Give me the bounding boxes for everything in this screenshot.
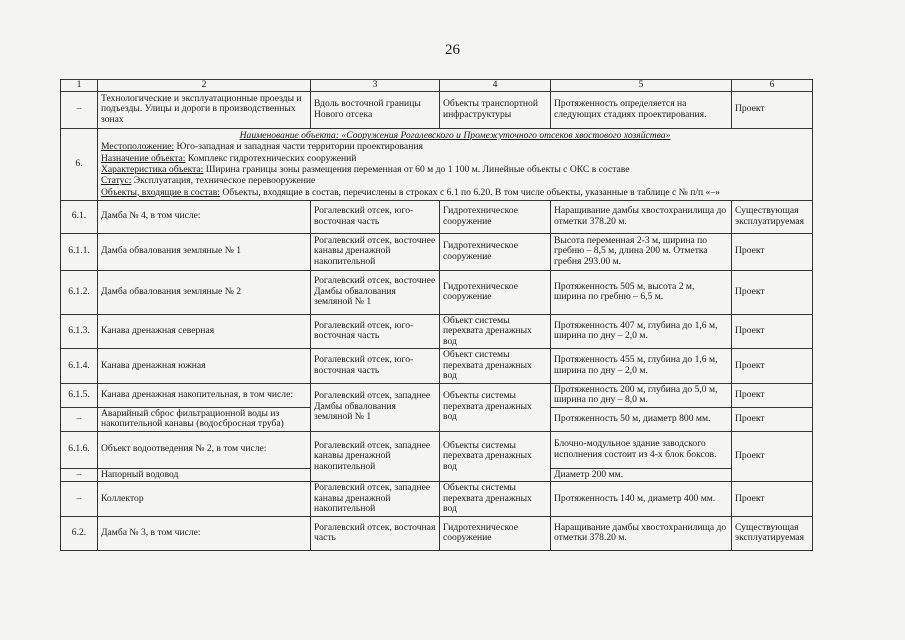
table-row [61,516,813,550]
object-status: Существующая эксплуатируемая [732,200,813,233]
object-block-row [61,128,813,200]
col-header: 1 [61,80,98,92]
object-type: Объект системы перехвата дренажных вод [440,314,551,349]
object-status: Проект [732,407,813,431]
object-name: Технологические и эксплуатационные проезды и подъезды. Улицы и дороги в производственных зонах [98,91,311,128]
row-number: 6.1. [61,200,98,233]
table-row [61,200,813,233]
object-name: Дамба обвалования земляные № 2 [98,270,311,314]
object-location: Рогалевский отсек, западнее Дамбы обвалования земляной № 1 [311,383,440,431]
row-number: – [61,91,98,128]
object-status: Существующая эксплуатируемая [732,516,813,550]
object-name: Канава дренажная северная [98,314,311,349]
table-row [61,349,813,384]
object-name: Коллектор [98,482,311,517]
object-name: Канава дренажная накопительная, в том числе: [98,383,311,407]
object-location: Рогалевский отсек, западнее канавы дренажной накопительной [311,431,440,482]
object-type: Объекты транспортной инфраструктуры [440,91,551,128]
object-characteristics: Наращивание дамбы хвостохранилища до отметки 378.20 м. [551,200,732,233]
col-header: 2 [98,80,311,92]
object-characteristics: Высота переменная 2-3 м, ширина по гребню – 8,5 м, длина 200 м. Отметка гребня 293.00 м. [551,233,732,270]
object-name: Канава дренажная южная [98,349,311,384]
object-characteristics: Протяженность 140 м, диаметр 400 мм. [551,482,732,517]
page-number: 26 [445,42,460,58]
object-characteristics: Протяженность 200 м, глубина до 5,0 м, ширина по дну – 8,0 м. [551,383,732,407]
block-line: Назначение объекта: Комплекс гидротехнических сооружений [101,152,357,164]
object-characteristics: Протяженность 50 м, диаметр 800 мм. [551,407,732,431]
object-block [98,128,813,200]
block-line: Статус: Эксплуатация, техническое перевооружение [101,175,316,187]
object-name: Объект водоотведения № 2, в том числе: [98,431,311,468]
col-header: 5 [551,80,732,92]
row-number: 6. [61,128,98,200]
object-characteristics: Диаметр 200 мм. [551,468,732,482]
object-location: Рогалевский отсек, юго-восточная часть [311,349,440,384]
object-characteristics: Протяженность 455 м, глубина до 1,6 м, ширина по дну – 2,0 м. [551,349,732,384]
object-type: Объекты системы перехвата дренажных вод [440,482,551,517]
row-number: 6.2. [61,516,98,550]
object-status: Проект [732,482,813,517]
object-name: Напорный водовод [98,468,311,482]
table-row [61,91,813,128]
table-row [61,314,813,349]
row-number: 6.1.4. [61,349,98,384]
table-row [61,482,813,517]
object-location: Рогалевский отсек, западнее канавы дренажной накопительной [311,482,440,517]
block-line: Объекты, входящие в состав: Объекты, входящие в состав, перечислены в строках с 6.1 по 6.20. В том числе объекты, указанные в таблице с № п/п «–» [101,186,720,198]
object-name: Аварийный сброс фильтрационной воды из накопительной канавы (водосбросная труба) [98,407,311,431]
table-row [61,270,813,314]
row-number: 6.1.3. [61,314,98,349]
object-status: Проект [732,270,813,314]
object-type: Объекты системы перехвата дренажных вод [440,431,551,482]
col-header: 4 [440,80,551,92]
table-row [61,383,813,407]
object-status: Проект [732,383,813,407]
row-number: – [61,468,98,482]
object-type: Объект системы перехвата дренажных вод [440,349,551,384]
object-name: Дамба обвалования земляные № 1 [98,233,311,270]
object-title: Наименование объекта: «Сооружения Рогалевского и Промежуточного отсеков хвостового хозяйства» [239,129,671,141]
object-location: Вдоль восточной границы Нового отсека [311,91,440,128]
col-header: 3 [311,80,440,92]
table-row [61,431,813,468]
block-line: Местоположение: Юго-западная и западная части территории проектирования [101,141,423,153]
object-status: Проект [732,233,813,270]
row-number: 6.1.1. [61,233,98,270]
object-location: Рогалевский отсек, юго-восточная часть [311,314,440,349]
col-header: 6 [732,80,813,92]
object-location: Рогалевский отсек, юго-восточная часть [311,200,440,233]
table-row [61,233,813,270]
object-type: Гидротехническое сооружение [440,516,551,550]
object-location: Рогалевский отсек, восточнее Дамбы обвалования земляной № 1 [311,270,440,314]
header-row [61,80,813,92]
object-status: Проект [732,431,813,482]
object-characteristics: Наращивание дамбы хвостохранилища до отметки 378.20 м. [551,516,732,550]
object-name: Дамба № 4, в том числе: [98,200,311,233]
object-type: Гидротехническое сооружение [440,200,551,233]
row-number: – [61,482,98,517]
objects-table [60,79,813,551]
object-characteristics: Протяженность определяется на следующих стадиях проектирования. [551,91,732,128]
row-number: 6.1.2. [61,270,98,314]
block-line: Характеристика объекта: Ширина границы зоны размещения переменная от 60 м до 1 100 м. Линейные объекты с ОКС в составе [101,164,630,175]
object-location: Рогалевский отсек, восточнее канавы дренажной накопительной [311,233,440,270]
object-name: Дамба № 3, в том числе: [98,516,311,550]
object-status: Проект [732,91,813,128]
row-number: 6.1.6. [61,431,98,468]
object-characteristics: Блочно-модульное здание заводского исполнения состоит из 4-х блок боксов. [551,431,732,468]
row-number: 6.1.5. [61,383,98,407]
object-type: Объекты системы перехвата дренажных вод [440,383,551,431]
object-type: Гидротехническое сооружение [440,233,551,270]
row-number: – [61,407,98,431]
object-location: Рогалевский отсек, восточная часть [311,516,440,550]
object-status: Проект [732,349,813,384]
object-status: Проект [732,314,813,349]
object-characteristics: Протяженность 505 м, высота 2 м, ширина по гребню – 6,5 м. [551,270,732,314]
object-type: Гидротехническое сооружение [440,270,551,314]
object-characteristics: Протяженность 407 м, глубина до 1,6 м, ширина по дну – 2,0 м. [551,314,732,349]
